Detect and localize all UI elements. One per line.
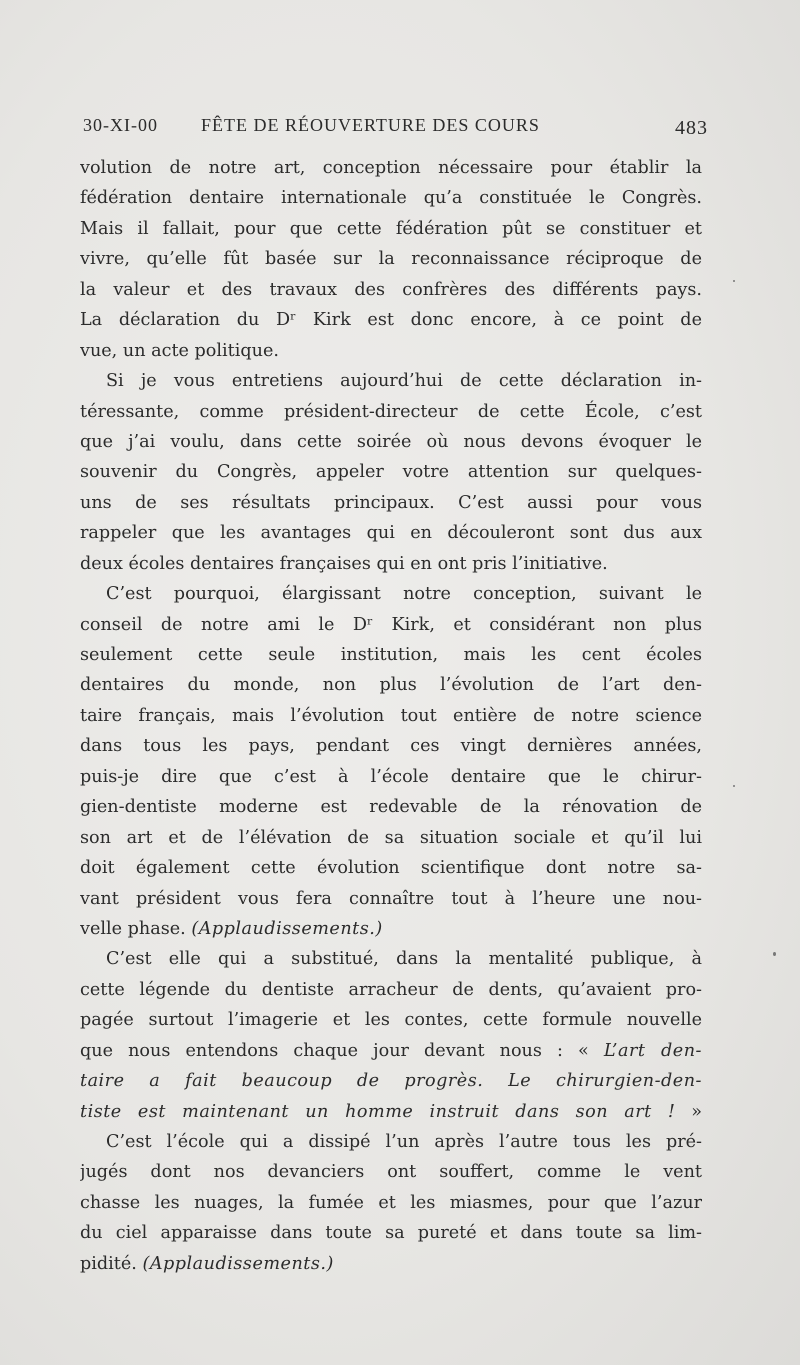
line-text: conseil de notre ami le Dʳ Kirk, et considérant non plus <box>80 614 702 635</box>
text-line <box>80 457 702 487</box>
line-text: C’est l’école qui a dissipé l’un après l’autre tous les pré- <box>106 1132 702 1152</box>
text-line <box>80 853 702 883</box>
line-text: du ciel apparaisse dans toute sa pureté et dans toute sa lim- <box>80 1223 702 1244</box>
text-line <box>80 1188 702 1218</box>
text-line <box>80 762 702 792</box>
text-line <box>80 1066 702 1096</box>
line-text: uns de ses résultats principaux. C’est aussi pour vous <box>80 492 702 513</box>
italic-text: taire a fait beaucoup de progrès. Le chirurgien-den- <box>80 1071 702 1092</box>
text-line <box>80 153 702 183</box>
line-text: C’est pourquoi, élargissant notre conception, suivant le <box>106 584 702 605</box>
line-text: rappeler que les avantages qui en découleront sont dus aux <box>80 523 702 544</box>
line-text: La déclaration du Dʳ Kirk est donc encore, à ce point de <box>80 310 702 331</box>
text-line <box>80 397 702 427</box>
line-text: pagée surtout l’imagerie et les contes, cette formule nouvelle <box>80 1010 702 1031</box>
paper-speck <box>733 280 735 282</box>
text-line <box>80 1127 702 1157</box>
paper-speck <box>733 785 735 787</box>
line-text: téressante, comme président-directeur de cette École, c’est <box>80 401 702 422</box>
text-line <box>80 944 702 974</box>
line-text: vant président vous fera connaître tout à l’heure une nou- <box>80 888 702 909</box>
line-text: son art et de l’élévation de sa situation sociale et qu’il lui <box>80 827 702 848</box>
line-text: cette légende du dentiste arracheur de dents, qu’avaient pro- <box>80 979 702 1000</box>
closing-quote: » <box>675 1101 702 1122</box>
line-text: que j’ai voulu, dans cette soirée où nous devons évoquer le <box>80 431 702 452</box>
line-text: Mais il fallait, pour que cette fédération pût se constituer et <box>80 218 702 239</box>
text-line <box>80 518 702 548</box>
paper-speck <box>773 952 776 956</box>
line-text: dans tous les pays, pendant ces vingt dernières années, <box>80 736 702 757</box>
text-line <box>80 640 702 670</box>
page-number: 483 <box>675 117 708 139</box>
text-line <box>80 427 702 457</box>
text-line <box>80 1036 702 1066</box>
italic-text: (Applaudissements.) <box>191 918 383 939</box>
line-text: pidité. <box>80 1253 143 1274</box>
date-folio: 30-XI-00 <box>83 115 158 135</box>
line-text: dentaires du monde, non plus l’évolution de l’art den- <box>80 675 702 696</box>
text-line <box>80 975 702 1005</box>
line-text: velle phase. <box>80 918 192 939</box>
text-line <box>80 244 702 274</box>
text-line <box>80 884 702 914</box>
line-text: vue, un acte politique. <box>80 340 279 361</box>
text-line <box>80 670 702 700</box>
text-line <box>80 701 702 731</box>
line-text: la valeur et des travaux des confrères des différents pays. <box>80 279 702 300</box>
line-text: seulement cette seule institution, mais les cent écoles <box>80 645 702 665</box>
italic-text: tiste est maintenant un homme instruit dans son art ! <box>80 1101 676 1122</box>
page-body-text <box>80 153 702 1279</box>
line-text: gien-dentiste moderne est redevable de la rénovation de <box>80 797 702 818</box>
text-line <box>80 914 702 944</box>
line-text: chasse les nuages, la fumée et les miasmes, pour que l’azur <box>80 1192 702 1213</box>
line-text: taire français, mais l’évolution tout entière de notre science <box>80 705 702 726</box>
text-line <box>80 1157 702 1187</box>
line-text: que nous entendons chaque jour devant nous : « <box>80 1040 604 1061</box>
line-text: souvenir du Congrès, appeler votre attention sur quelques- <box>80 462 702 483</box>
text-line <box>80 488 702 518</box>
line-text: Si je vous entretiens aujourd’hui de cette déclaration in- <box>106 371 702 392</box>
text-line <box>80 275 702 305</box>
text-line <box>80 183 702 213</box>
text-line <box>80 1218 702 1248</box>
text-line <box>80 579 702 609</box>
text-line <box>80 1249 702 1279</box>
running-title: FÊTE DE RÉOUVERTURE DES COURS <box>201 115 540 135</box>
text-line <box>80 214 702 244</box>
line-text: deux écoles dentaires françaises qui en ont pris l’initiative. <box>80 553 608 574</box>
text-line <box>80 610 702 640</box>
italic-text: L’art den- <box>603 1040 702 1061</box>
text-line <box>80 336 702 366</box>
italic-text: (Applaudissements.) <box>142 1253 334 1274</box>
line-text: doit également cette évolution scientifique dont notre sa- <box>80 858 702 879</box>
line-text: puis-je dire que c’est à l’école dentaire que le chirur- <box>80 766 702 787</box>
line-text: vivre, qu’elle fût basée sur la reconnaissance réciproque de <box>80 249 702 270</box>
text-line <box>80 549 702 579</box>
text-line <box>80 823 702 853</box>
line-text: volution de notre art, conception nécessaire pour établir la <box>80 158 702 178</box>
line-text: C’est elle qui a substitué, dans la mentalité publique, à <box>106 949 702 970</box>
text-line <box>80 305 702 335</box>
line-text: fédération dentaire internationale qu’a constituée le Congrès. <box>80 188 702 209</box>
text-line <box>80 1005 702 1035</box>
text-line <box>80 366 702 396</box>
line-text: jugés dont nos devanciers ont souffert, comme le vent <box>80 1162 702 1183</box>
text-line <box>80 1097 702 1127</box>
text-line <box>80 792 702 822</box>
text-line <box>80 731 702 761</box>
